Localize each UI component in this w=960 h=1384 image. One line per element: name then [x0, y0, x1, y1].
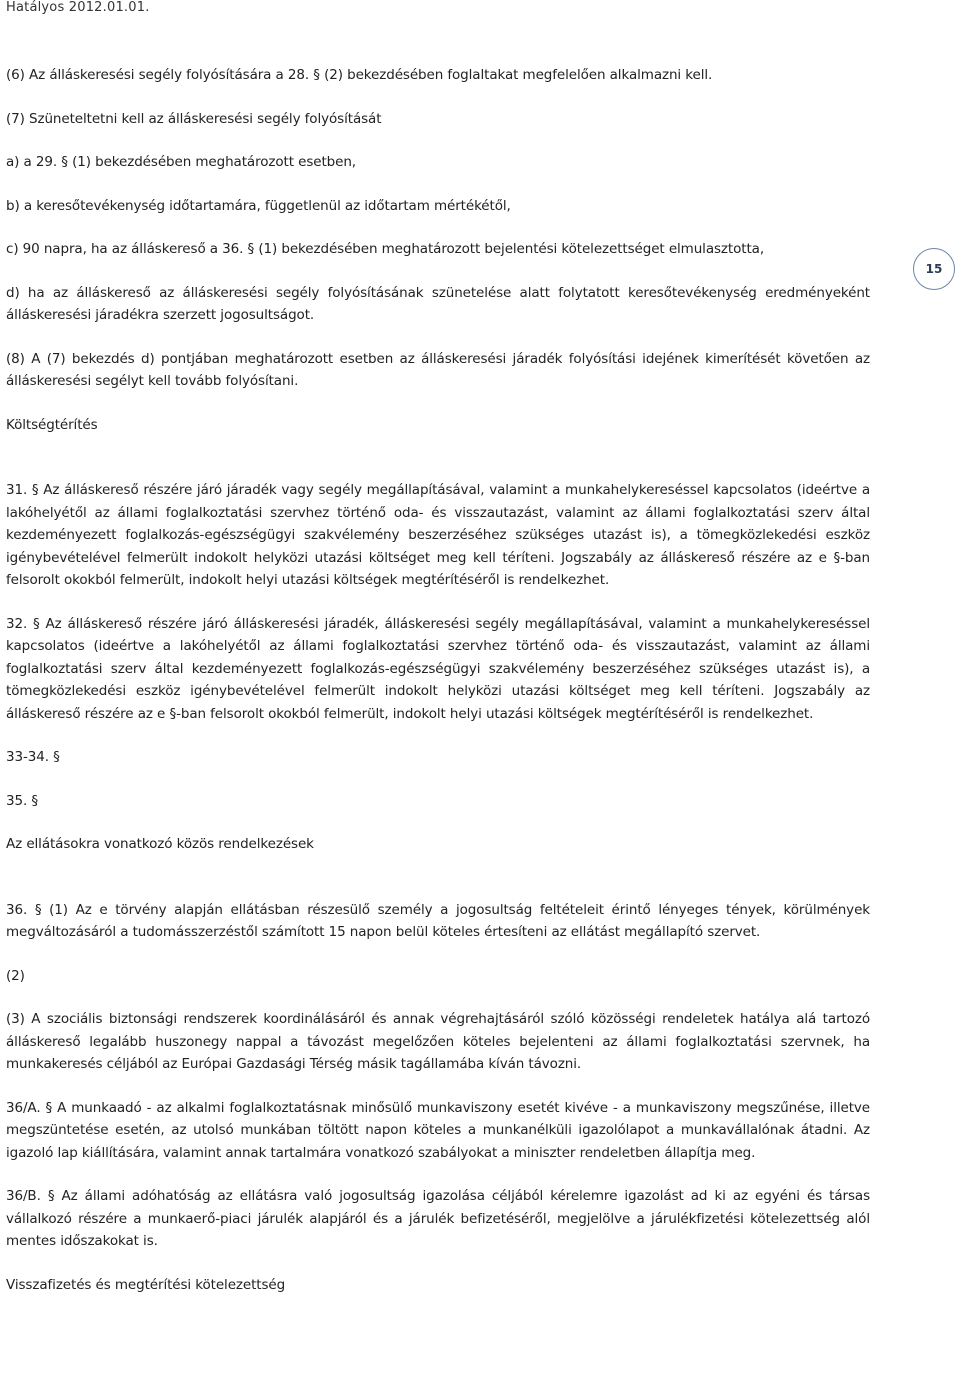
section-36-2: (2) — [6, 967, 25, 984]
section-32: 32. § Az álláskereső részére járó álláskeresési járadék, álláskeresési segély megállapításával, valamint a munkahelykereséssel kapcsolatos (ideértve a lakóhelyétől az állami foglalkoztatási szervhez történő oda- és visszautazást, valamint az állami foglalkoztatási szerv által kezdeményezett foglalkozás-egészségügyi szakvélemény beszerzéséhez szükséges utazást is), a tömegközlekedési eszköz igénybevételével felmerült indokolt helyközi utazási költséget meg kell téríteni. Jogszabály az álláskereső részére az e §-ban felsorolt okokból felmerült, indokolt helyi utazási költségek megtérítéséről is rendelkezhet. — [6, 615, 870, 722]
page-number-badge: 15 — [913, 248, 955, 290]
section-36-3: (3) A szociális biztonsági rendszerek koordinálásáról és annak végrehajtásáról szóló közösségi rendeletek hatálya alá tartozó álláskereső legalább huszonegy nappal a távozást megelőzően köteles bejelenteni az állami foglalkoztatási szervnek, ha munkakeresés céljából az Európai Gazdasági Térség másik tagállamába kíván távozni. — [6, 1011, 870, 1072]
section-heading-visszafizetes: Visszafizetés és megtérítési kötelezettség — [6, 1276, 286, 1293]
section-heading-kozos-rendelkezesek: Az ellátásokra vonatkozó közös rendelkezések — [6, 836, 314, 852]
document-body — [6, 64, 870, 1296]
document-header: Hatályos 2012.01.01. — [6, 0, 150, 15]
section-31: 31. § Az álláskereső részére járó járadék vagy segély megállapításával, valamint a munkahelykereséssel kapcsolatos (ideértve a lakóhelyétől az állami foglalkoztatási szervhez történő oda- és visszautazást, valamint az állami foglalkoztatási szerv által kezdeményezett foglalkozás-egészségügyi szakvélemény beszerzéséhez szükséges utazást is), a tömegközlekedési eszköz igénybevételével felmerült indokolt helyközi utazási költséget meg kell téríteni. Jogszabály az álláskereső részére az e §-ban felsorolt okokból felmerült, indokolt helyi utazási költségek megtérítéséről is rendelkezhet. — [6, 482, 870, 588]
section-33-34: 33-34. § — [6, 749, 60, 765]
point-c: c) 90 napra, ha az álláskereső a 36. § (1) bekezdésében meghatározott bejelentési kötelezettséget elmulasztotta, — [6, 241, 765, 257]
section-36-1: 36. § (1) Az e törvény alapján ellátásban részesülő személy a jogosultság feltételeit érintő lényeges tények, körülmények megváltozásáról a tudomásszerzéstől számított 15 napon belül köteles értesíteni az ellátást megállapító szervet. — [6, 901, 870, 940]
paragraph-7: (7) Szüneteltetni kell az álláskeresési segély folyósítását — [6, 110, 382, 127]
paragraph-6: (6) Az álláskeresési segély folyósítására a 28. § (2) bekezdésében foglaltakat megfelelően alkalmazni kell. — [6, 67, 713, 83]
section-35: 35. § — [6, 792, 39, 809]
section-36b: 36/B. § Az állami adóhatóság az ellátásra való jogosultság igazolása céljából kérelemre igazolást ad ki az egyéni és társas vállalkozó részére a munkaerő-piaci járulék alapjáról és a járulék befizetéséről, megjelölve a járulékfizetési kötelezettség alól mentes időszakokat is. — [6, 1188, 870, 1249]
point-b: b) a keresőtevékenység időtartamára, függetlenül az időtartam mértékétől, — [6, 197, 511, 214]
point-a: a) a 29. § (1) bekezdésében meghatározott esetben, — [6, 154, 356, 170]
section-36a: 36/A. § A munkaadó - az alkalmi foglalkoztatásnak minősülő munkaviszony esetét kivéve - a munkaviszony megszűnése, illetve megszüntetése esetén, az utolsó munkában töltött napon köteles a munkanélküli igazolólapot a munkavállalónak átadni. Az igazoló lap kiállítására, valamint annak tartalmára vonatkozó szabályokat a miniszter rendeletben állapítja meg. — [6, 1099, 870, 1161]
point-d: d) ha az álláskereső az álláskeresési segély folyósításának szünetelése alatt folytatott keresőtevékenység eredményeként álláskeresési járadékra szerzett jogosultságot. — [6, 284, 870, 323]
paragraph-8: (8) A (7) bekezdés d) pontjában meghatározott esetben az álláskeresési járadék folyósítási idejének kimerítését követően az álláskeresési segélyt kell tovább folyósítani. — [6, 350, 870, 389]
section-heading-koltsegterites: Költségtérítés — [6, 416, 98, 433]
